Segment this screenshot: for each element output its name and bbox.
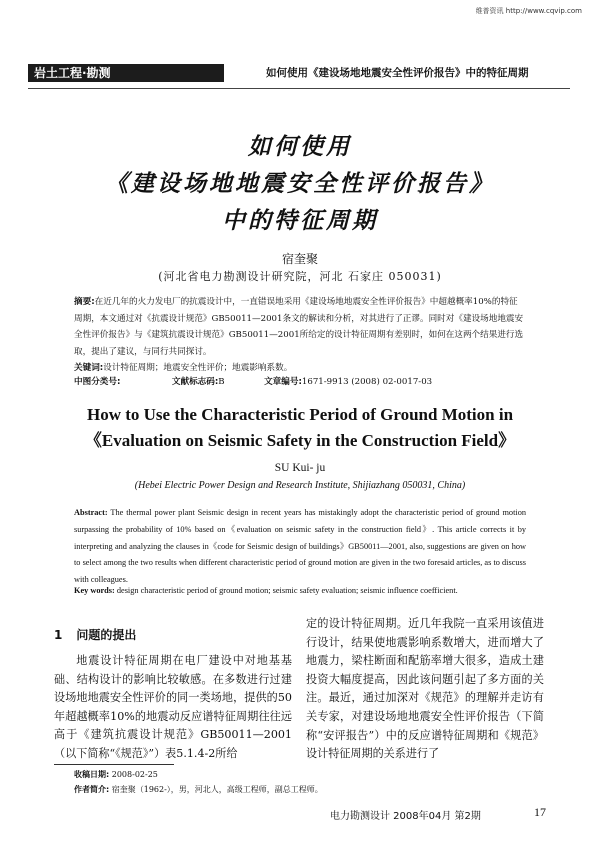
abstract-cn-text: 在近几年的火力发电厂的抗震设计中，一直错误地采用《建设场地地震安全性评价报告》中超越概率10%的特征周期，本文通过对《抗震设计规范》GB50011—2001条文的解读和分析，对其进行了正谬。同时对《建设场地地震安全性评价报告》与《建筑抗震设计规范》GB50011—2001所给定的设计特征周期有差别时，如何在这两个结果进行选取，提出了建议，与同行共同探讨。 [74, 297, 524, 357]
keywords-cn-text: 设计特征周期；地震安全性评价；地震影响系数。 [103, 363, 293, 373]
running-title: 如何使用《建设场地地震安全性评价报告》中的特征周期 [266, 67, 529, 79]
running-header [28, 64, 570, 82]
title-cn-line3: 中的特征周期 [222, 207, 378, 234]
keywords-en-text: design characteristic period of ground motion; seismic safety evaluation; seismic influence coefficient. [116, 586, 458, 595]
title-cn-line1: 如何使用 [248, 133, 352, 160]
author-cn: 宿奎聚 [281, 252, 318, 266]
classification-line [74, 374, 526, 391]
abstract-cn-label: 摘要: [74, 297, 95, 307]
abstract-en [74, 505, 526, 589]
header-rule [28, 88, 570, 89]
body-right-column: 定的设计特征周期。近几年我院一直采用该值进行设计，结果使地震影响系数增大，进而增大了地震力，梁柱断面和配筋率增大很多，造成土建投资大幅度提高，因此该问题引起了多方面的关注。最近，通过加深对《规范》的理解并走访有关专家，对建设场地地震安全性评价报告（下简称“安评报告”）中的反应谱特征周期和《规范》设计特征周期的关系进行了 [306, 617, 544, 761]
title-cn-line2: 《建设场地地震安全性评价报告》 [105, 170, 495, 197]
footnote-rule [54, 764, 174, 765]
class-label: 中图分类号: [74, 377, 121, 387]
affiliation-en: (Hebei Electric Power Design and Research Institute, Shijiazhang 050031, China) [134, 480, 466, 491]
affiliation-cn: (河北省电力勘测设计研究院，河北 石家庄 050031) [158, 270, 442, 283]
abstract-en-text: The thermal power plant Seismic design in recent years has mistakingly adopt the characteristic period of ground motion surpassing the probability of 10% based on《evaluation on seismic safety in the construction field》. This article corrects it by interpreting and analyzing the clauses in《code for Seismic design of buildings》GB50011—2001, also, suggestions are given on how to select among the two results when different characteristic period of ground motion are given in the two foresaid articles, as to discuss with colleagues. [74, 508, 526, 585]
author-en: SU Kui- ju [274, 462, 326, 474]
section-number: 1 [54, 628, 63, 642]
page-number: 17 [534, 805, 546, 819]
footnote-author [74, 783, 323, 797]
received-label: 收稿日期: [74, 770, 110, 779]
journal-footer: 电力勘测设计 2008年04月 第2期 [330, 811, 481, 822]
abstract-en-label: Abstract: [74, 508, 108, 517]
section-heading [54, 626, 150, 643]
keywords-en [74, 583, 526, 600]
article-no-label: 文章编号: [264, 377, 302, 387]
watermark-text: 维普资讯 http://www.cqvip.com [475, 7, 582, 15]
author-bio-label: 作者简介: [74, 785, 110, 794]
keywords-en-label: Key words: [74, 586, 115, 595]
doc-code-label: 文献标志码: [171, 377, 219, 387]
doc-code-value: B [218, 377, 225, 387]
section-title: 问题的提出 [76, 628, 137, 642]
article-no-value: 1671-9913 (2008) 02-0017-03 [301, 377, 433, 387]
received-value: 2008-02-25 [111, 770, 158, 779]
abstract-cn [74, 294, 526, 360]
author-bio-value: 宿奎聚（1962-），男，河北人，高级工程师，副总工程师。 [111, 785, 323, 794]
body-left-column: 地震设计特征周期在电厂建设中对地基基础、结构设计的影响比较敏感。在多数进行过建设场地地震安全性评价的同一类场地，提供的50年超越概率10%的地震动反应谱特征周期往往远高于《建筑抗震设计规范》GB50011—2001（以下简称“《规范》”）表5.1.4-2所给 [54, 654, 292, 760]
title-en-line2: 《Evaluation on Seismic Safety in the Construction Field》 [84, 431, 516, 450]
section-tag: 岩土工程·勘测 [28, 64, 224, 82]
keywords-cn-label: 关键词: [74, 363, 104, 373]
footnote-received [74, 768, 158, 782]
title-en-line1: How to Use the Characteristic Period of Ground Motion in [86, 405, 514, 424]
